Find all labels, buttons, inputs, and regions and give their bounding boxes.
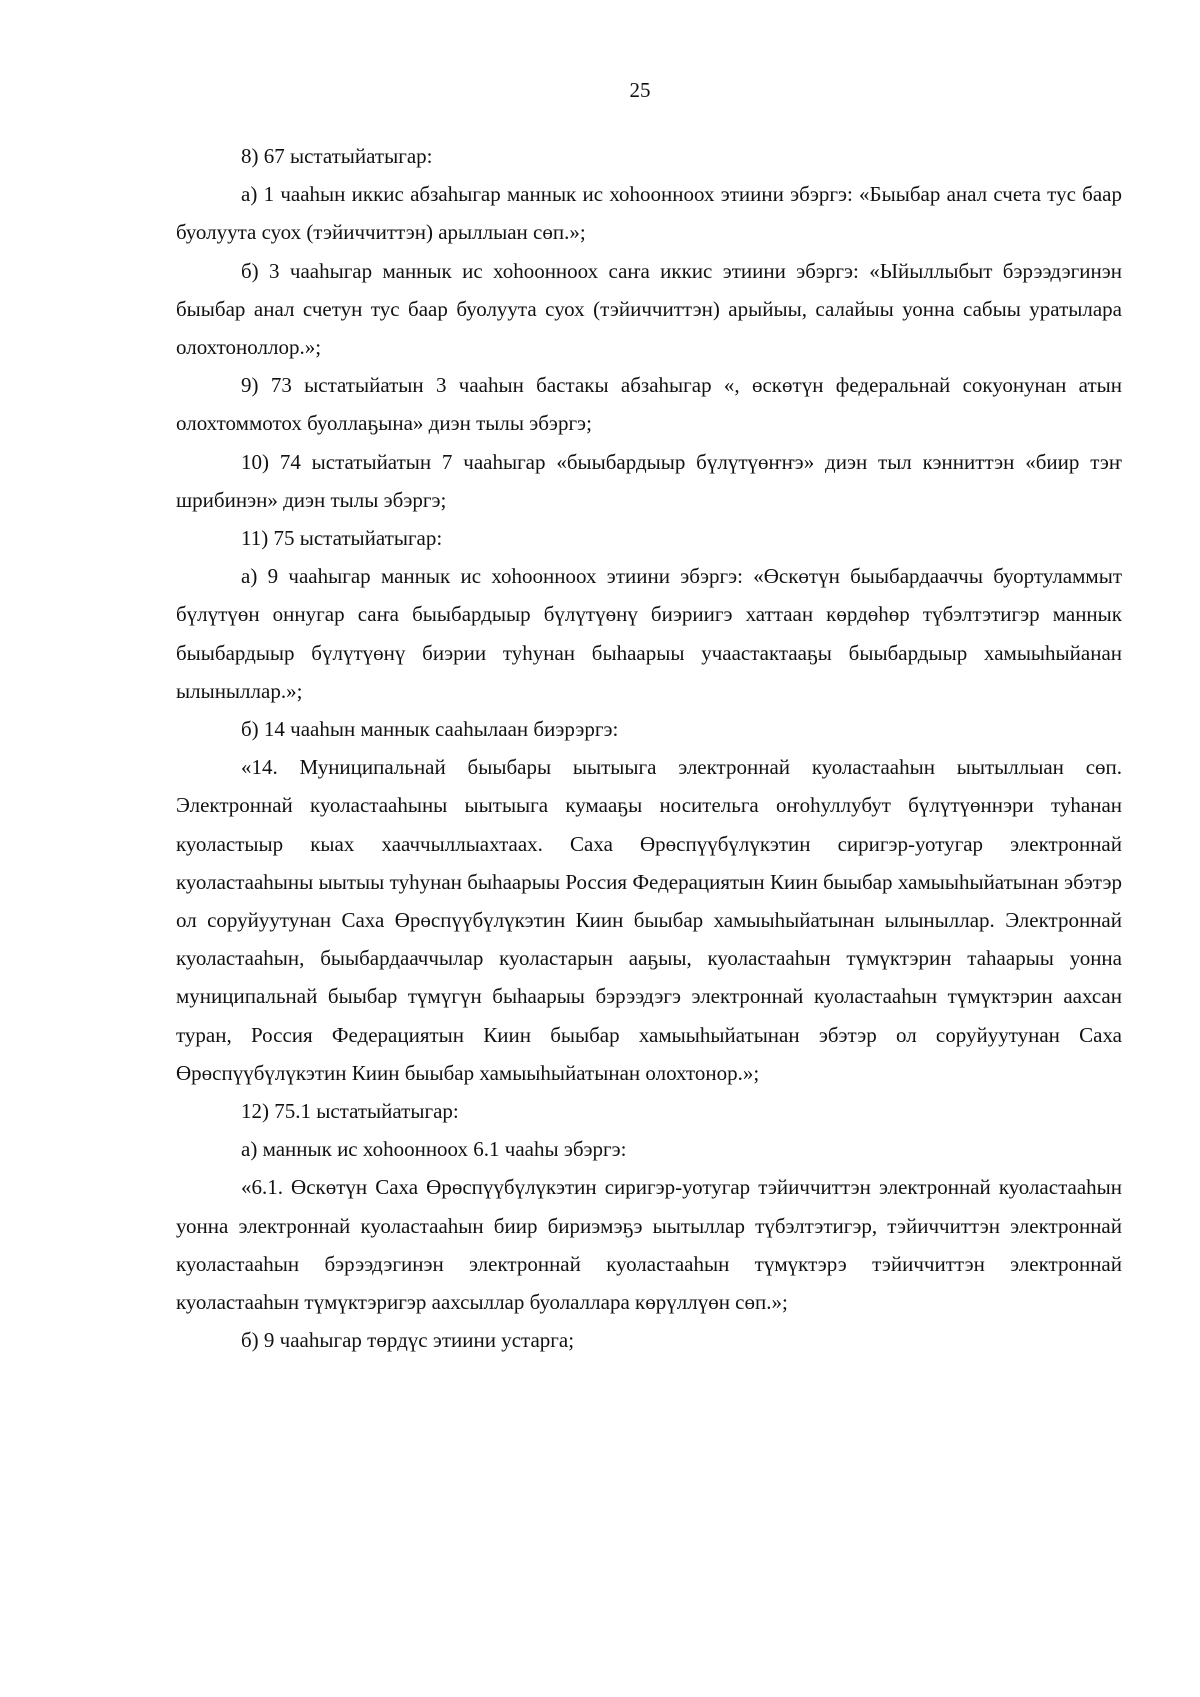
paragraph-1: 8) 67 ыстатыйатыгар:	[241, 144, 433, 168]
paragraph-5: 10) 74 ыстатыйатын 7 чааһыгар «быыбардыыр бүлүтүөҥҥэ» диэн тыл кэнниттэн «биир тэҥ шрибинэн» диэн тылы эбэргэ;	[176, 449, 1122, 512]
paragraph-11: а) маннык ис хоһоонноох 6.1 чааһы эбэргэ:	[241, 1137, 627, 1162]
document-body	[176, 137, 1122, 1360]
paragraph-3: б) 3 чааһыгар маннык ис хоһоонноох саҥа иккис этиини эбэргэ: «Ыйыллыбыт бэрээдэгинэн быыбар анал счетун тус баар буолуута суох (тэйиччиттэн) арыйыы, салайыы уонна сабыы уратылара олохтоноллор.»;	[176, 258, 1122, 360]
paragraph-7: а) 9 чааһыгар маннык ис хоһоонноох этиини эбэргэ: «Өскөтүн быыбардааччы буортуламмыт бүлүтүөн оннугар саҥа быыбардыыр бүлүтүөнү биэриигэ хаттаан көрдөһөр түбэлтэтигэр маннык быыбардыыр бүлүтүөнү биэрии туһунан быһаарыы учаастактааҕы быыбардыыр хамыыһыйанан ылыныллар.»;	[176, 564, 1122, 703]
page-number: 25	[629, 78, 651, 102]
paragraph-9: «14. Муниципальнай быыбары ыытыыга электроннай куоластааһын ыытыллыан сөп. Электроннай куоластааһыны ыытыыга кумааҕы носительга оҥоһуллубут бүлүтүөннэри туһанан куоластыыр кыах хааччыллыахтаах. Саха Өрөспүүбүлүкэтин сиригэр-уотугар электроннай куоластааһыны ыытыы туһунан быһаарыы Россия Федерациятын Киин быыбар хамыыһыйатынан эбэтэр ол соруйуутунан Саха Өрөспүүбүлүкэтин Киин быыбар хамыыһыйатынан ылыныллар. Электроннай куоластааһын, быыбардааччылар куоластарын ааҕыы, куоластааһын түмүктэрин таһаарыы уонна муниципальнай быыбар түмүгүн быһаарыы бэрээдэгэ электроннай куоластааһын түмүктэрин аахсан туран, Россия Федерациятын Киин быыбар хамыыһыйатынан эбэтэр ол соруйуутунан Саха Өрөспүүбүлүкэтин Киин быыбар хамыыһыйатынан олохтонор.»;	[176, 755, 1122, 1085]
paragraph-10: 12) 75.1 ыстатыйатыгар:	[241, 1099, 459, 1124]
paragraph-8: б) 14 чааһын маннык сааһылаан биэрэргэ:	[241, 717, 619, 742]
paragraph-6: 11) 75 ыстатыйатыгар:	[241, 526, 443, 551]
paragraph-12: «6.1. Өскөтүн Саха Өрөспүүбүлүкэтин сиригэр-уотугар тэйиччиттэн электроннай куоластааһын уонна электроннай куоластааһын биир бириэмэҕэ ыытыллар түбэлтэтигэр, тэйиччиттэн электроннай куоластааһын бэрээдэгинэн электроннай куоластааһын түмүктэрэ тэйиччиттэн электроннай куоластааһын түмүктэригэр аахсыллар буолаллара көрүллүөн сөп.»;	[176, 1175, 1122, 1315]
paragraph-4: 9) 73 ыстатыйатын 3 чааһын бастакы абзаһыгар «, өскөтүн федеральнай сокуонунан атын олохтоммотох буоллаҕына» диэн тылы эбэргэ;	[176, 373, 1122, 436]
paragraph-13: б) 9 чааһыгар төрдүс этиини устарга;	[241, 1328, 575, 1353]
paragraph-2: а) 1 чааһын иккис абзаһыгар маннык ис хоһоонноох этиини эбэргэ: «Быыбар анал счета тус баар буолуута суох (тэйиччиттэн) арыллыан сөп.»;	[176, 182, 1122, 245]
